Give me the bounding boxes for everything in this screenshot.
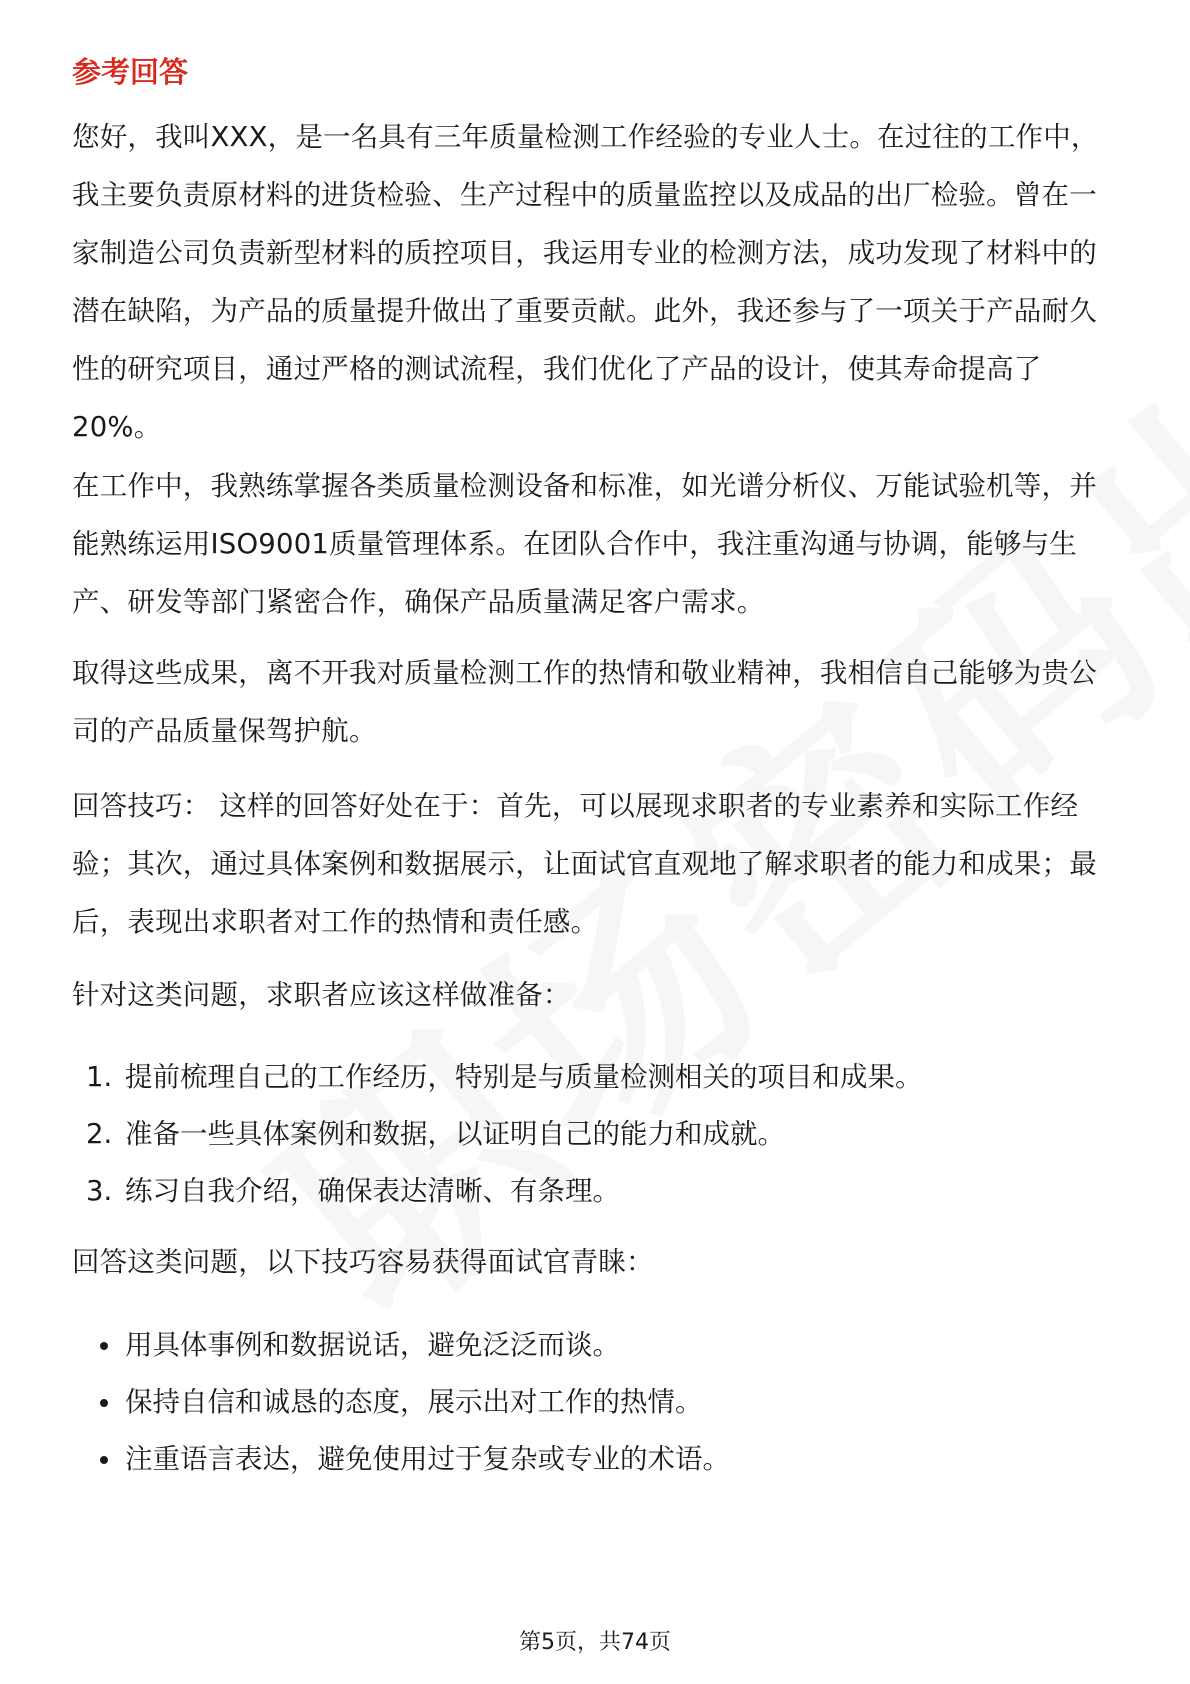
page-number: 第5页，共74页	[519, 1630, 671, 1655]
prep-ordered-list	[72, 1049, 1122, 1220]
paragraph-intro: 您好，我叫XXX，是一名具有三年质量检测工作经验的专业人士。在过往的工作中，我主要负责原材料的进货检验、生产过程中的质量监控以及成品的出厂检验。曾在一家制造公司负责新型材料的质控项目，我运用专业的检测方法，成功发现了材料中的潜在缺陷，为产品的质量提升做出了重要贡献。此外，我还参与了一项关于产品耐久性的研究项目，通过严格的测试流程，我们优化了产品的设计，使其寿命提高了20%。	[72, 121, 1099, 443]
list-item	[72, 1374, 1122, 1431]
paragraph-skills: 在工作中，我熟练掌握各类质量检测设备和标准，如光谱分析仪、万能试验机等，并能熟练运用ISO9001质量管理体系。在团队合作中，我注重沟通与协调，能够与生产、研发等部门紧密合作，确保产品质量满足客户需求。	[72, 470, 1097, 618]
list-item-text: 保持自信和诚恳的态度，展示出对工作的热情。	[125, 1386, 703, 1418]
list-item	[72, 1431, 1122, 1488]
list-item-text: 注重语言表达，避免使用过于复杂或专业的术语。	[125, 1443, 730, 1475]
list-item	[72, 1317, 1122, 1374]
list-number: 1.	[86, 1061, 113, 1093]
paragraph-closing: 取得这些成果，离不开我对质量检测工作的热情和敬业精神，我相信自己能够为贵公司的产品质量保驾护航。	[72, 657, 1097, 747]
list-number: 2.	[86, 1118, 113, 1150]
list-item-text: 练习自我介绍，确保表达清晰、有条理。	[125, 1175, 620, 1207]
list-item-text: 用具体事例和数据说话，避免泛泛而谈。	[125, 1329, 620, 1361]
bullet-icon	[100, 1399, 108, 1407]
list-item	[72, 1106, 1122, 1163]
list-item-text: 准备一些具体案例和数据，以证明自己的能力和成就。	[125, 1118, 785, 1150]
bullet-icon	[100, 1456, 108, 1464]
bullet-icon	[100, 1342, 108, 1350]
paragraph-tips-intro: 回答这类问题，以下技巧容易获得面试官青睐：	[72, 1246, 654, 1278]
paragraph-answer-tips: 回答技巧： 这样的回答好处在于：首先，可以展现求职者的专业素养和实际工作经验；其次，通过具体案例和数据展示，让面试官直观地了解求职者的能力和成果；最后，表现出求职者对工作的热情和责任感。	[72, 790, 1097, 938]
tips-bullet-list	[72, 1317, 1122, 1488]
list-number: 3.	[86, 1175, 113, 1207]
paragraph-prep-intro: 针对这类问题，求职者应该这样做准备：	[72, 979, 571, 1011]
section-heading: 参考回答	[72, 55, 189, 89]
list-item-text: 提前梳理自己的工作经历，特别是与质量检测相关的项目和成果。	[125, 1061, 923, 1093]
list-item	[72, 1049, 1122, 1106]
list-item	[72, 1163, 1122, 1220]
